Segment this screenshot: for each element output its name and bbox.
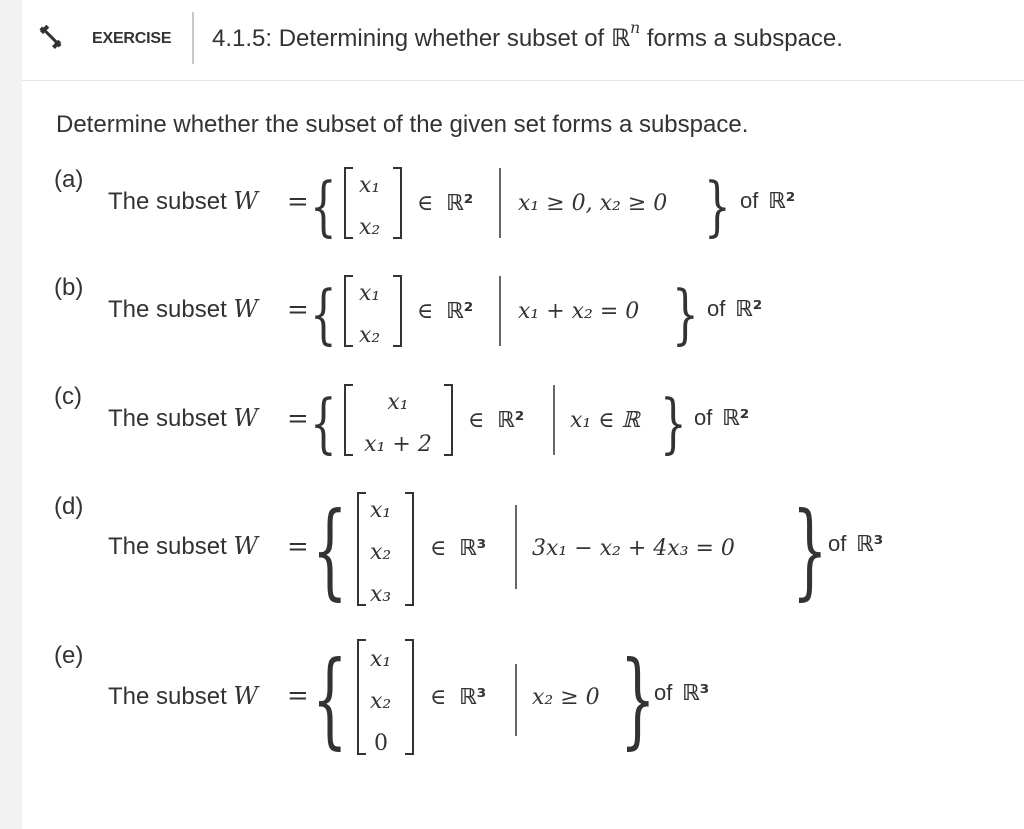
exercise-label: EXERCISE: [92, 30, 172, 47]
set-notation-e: [22, 636, 1024, 760]
part-lead: The subset W: [108, 682, 259, 710]
svg-text:}: }: [620, 638, 656, 760]
svg-text:}: }: [672, 277, 699, 352]
space-symbol: ℝ²: [497, 408, 525, 433]
exercise-title-end: forms a subspace.: [646, 25, 843, 52]
svg-text:=: =: [287, 681, 309, 711]
part-d: [22, 487, 1024, 611]
part-a: [22, 160, 1024, 250]
part-label: (d): [54, 493, 84, 520]
svg-text:{: {: [310, 169, 337, 244]
svg-text:{: {: [312, 638, 348, 760]
part-c: [22, 377, 1024, 467]
part-lead: The subset W: [108, 532, 259, 560]
set-variable: W: [233, 187, 259, 215]
dumbbell-icon: [38, 24, 64, 50]
part-lead: The subset W: [108, 295, 259, 323]
svg-text:∈: ∈: [468, 408, 485, 433]
condition: x₁ ∈ ℝ: [570, 408, 640, 433]
svg-text:}: }: [792, 489, 828, 611]
svg-text:=: =: [287, 404, 309, 434]
vector-entry: x₁: [359, 173, 381, 198]
part-label: (b): [54, 274, 84, 301]
space-symbol: ℝ³: [459, 536, 487, 561]
space-symbol: ℝ³: [459, 685, 487, 710]
of-word: of: [707, 296, 726, 321]
part-label: (e): [54, 642, 84, 669]
space-symbol: ℝ²: [446, 191, 474, 216]
part-lead: The subset W: [108, 404, 259, 432]
set-variable: W: [233, 295, 259, 323]
vector-entry: 0: [374, 731, 388, 756]
part-lead: The subset W: [108, 187, 259, 215]
of-word: of: [828, 531, 847, 556]
of-word: of: [654, 680, 673, 705]
svg-text:{: {: [310, 386, 337, 461]
ambient-space: ℝ³: [856, 532, 884, 557]
vector-entry: x₁: [387, 390, 409, 415]
part-b: [22, 268, 1024, 358]
vector-entry: x₂: [359, 215, 381, 240]
exercise-card: [22, 0, 1024, 829]
part-label: (c): [54, 383, 82, 410]
vector-entry: x₃: [370, 582, 392, 607]
condition: x₂ ≥ 0: [532, 685, 600, 710]
title-exponent: n: [630, 18, 641, 37]
svg-text:{: {: [310, 277, 337, 352]
set-notation-c: [22, 377, 1024, 467]
ambient-space: ℝ³: [682, 681, 710, 706]
set-notation-d: [22, 487, 1024, 611]
ambient-space: ℝ²: [735, 297, 763, 322]
svg-text:=: =: [287, 187, 309, 217]
svg-text:=: =: [287, 532, 309, 562]
set-variable: W: [233, 682, 259, 710]
svg-text:∈: ∈: [417, 191, 434, 216]
exercise-title: [212, 18, 843, 53]
vector-entry: x₁: [370, 647, 392, 672]
part-label: (a): [54, 166, 84, 193]
title-real-space: ℝ: [610, 24, 631, 52]
svg-text:∈: ∈: [430, 685, 447, 710]
exercise-number: 4.1.5:: [212, 25, 273, 52]
part-e: [22, 636, 1024, 760]
set-notation-b: [22, 268, 1024, 358]
vector-entry: x₁: [370, 498, 392, 523]
set-variable: W: [233, 404, 259, 432]
svg-text:}: }: [660, 386, 687, 461]
condition: 3x₁ − x₂ + 4x₃ = 0: [532, 536, 735, 561]
vector-entry: x₂: [359, 323, 381, 348]
of-word: of: [740, 188, 759, 213]
vector-entry: x₂: [370, 540, 392, 565]
svg-text:}: }: [704, 169, 731, 244]
space-symbol: ℝ²: [446, 299, 474, 324]
svg-text:{: {: [312, 489, 348, 611]
svg-text:∈: ∈: [430, 536, 447, 561]
ambient-space: ℝ²: [768, 189, 796, 214]
prompt-text: Determine whether the subset of the given set forms a subspace.: [56, 111, 749, 138]
svg-text:=: =: [287, 295, 309, 325]
vector-entry: x₁ + 2: [364, 432, 432, 457]
condition: x₁ + x₂ = 0: [518, 299, 640, 324]
set-notation-a: [22, 160, 1024, 250]
exercise-title-text: Determining whether subset of: [278, 25, 605, 52]
header-divider: [192, 12, 194, 64]
condition: x₁ ≥ 0, x₂ ≥ 0: [518, 191, 668, 216]
vector-entry: x₁: [359, 281, 381, 306]
set-variable: W: [233, 532, 259, 560]
ambient-space: ℝ²: [722, 406, 750, 431]
svg-text:∈: ∈: [417, 299, 434, 324]
vector-entry: x₂: [370, 689, 392, 714]
of-word: of: [694, 405, 713, 430]
exercise-header: [22, 0, 1024, 81]
